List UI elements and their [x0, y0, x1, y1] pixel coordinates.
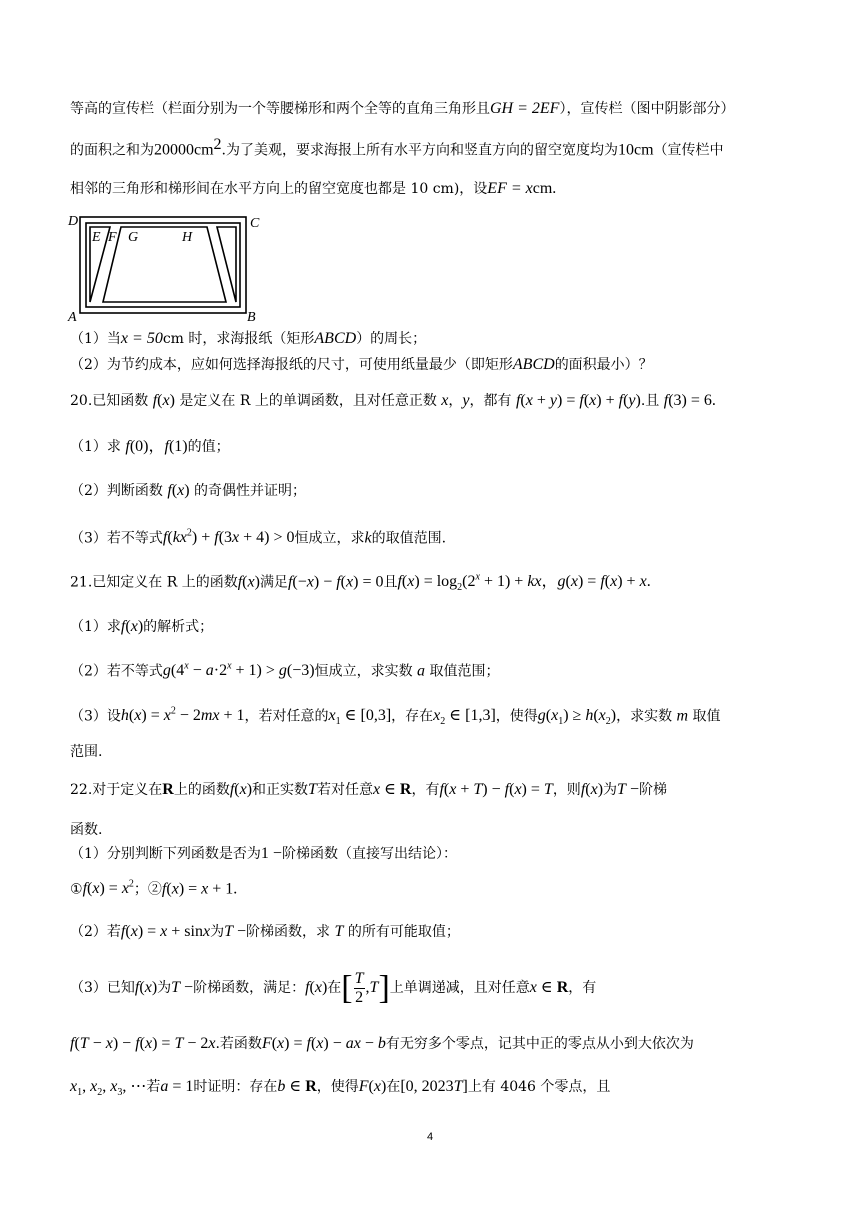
- p21-q1: （1）求f(x)的解析式；: [70, 618, 214, 635]
- p20-q2: （2）判断函数 f(x) 的奇偶性并证明；: [70, 482, 307, 499]
- label-h: H: [182, 230, 193, 245]
- math-gh-eq: GH = 2EF: [490, 100, 560, 117]
- p22-q1: （1）分别判断下列函数是否为1 −阶梯函数（直接写出结论）：: [70, 845, 457, 862]
- p21-q3: （3）设$h(x) = x^2 - 2mx + 1$，若对任意的$x_1$ ∈ [0,3]，存在$x_2$ ∈ [1,3]，使得$g(x_1) \ge h(x_2)$，求实数 m 取值: [70, 706, 721, 728]
- math-10cm: 10cm: [618, 141, 654, 159]
- p20-stem: 20.已知函数 f(x) 是定义在 R 上的单调函数，且对任意正数 x，y，都有 f(x + y) = f(x) + f(y).且 f(3) = 6.: [70, 392, 716, 409]
- label-b: B: [247, 310, 256, 325]
- page-number: 4: [426, 1131, 434, 1143]
- p19-line-3: 相邻的三角形和梯形间在水平方向上的留空宽度也都是 10 cm)，设EF = xcm.: [70, 180, 557, 197]
- rect-abcd: [80, 217, 246, 313]
- p19-line-2: 的面积之和为$20000cm^2$.为了美观，要求海报上所有水平方向和竖直方向的留空宽度均为10cm（宣传栏中: [70, 136, 724, 159]
- trapezoid: [103, 227, 226, 302]
- math-area: 20000cm: [154, 141, 214, 159]
- p22-q3-line2: f(T − x) − f(x) = T − 2x.若函数F(x) = f(x) − ax − b有无穷多个零点，记其中正的零点从小到大依次为: [70, 1035, 694, 1052]
- p19-line-1: 等高的宣传栏（栏面分别为一个等腰梯形和两个全等的直角三角形且GH = 2EF），宣传栏（图中阴影部分）: [70, 100, 735, 117]
- p22-q2: （2）若f(x) = x + sinx为T −阶梯函数，求 T 的所有可能取值；: [70, 923, 460, 940]
- label-g: G: [128, 230, 139, 245]
- p21-q3-cont: 范围.: [70, 744, 103, 760]
- label-c: C: [250, 216, 260, 231]
- label-f: F: [108, 230, 117, 245]
- p19-q1: （1）当x = 50cm 时，求海报纸（矩形ABCD）的周长；: [70, 330, 427, 347]
- triangle-right: [217, 227, 236, 302]
- p20-q3: （3）若不等式$f(kx^2) + f(3x + 4) > 0$恒成立，求k的取值范围.: [70, 528, 447, 547]
- label-e: E: [92, 230, 101, 245]
- p19-q2: （2）为节约成本，应如何选择海报纸的尺寸，可使用纸量最少（即矩形ABCD的面积最小）？: [70, 356, 653, 373]
- label-d: D: [68, 214, 79, 229]
- math-ef-eq: EF = x: [487, 180, 533, 197]
- p21-stem: 21.已知定义在 R 上的函数f(x)满足f(−x) − f(x) = 0且$f(x) = \log_2(2^x + 1)$ + kx，g(x) = f(x) + x.: [70, 572, 651, 594]
- p22-q1-items: ①f(x) = $x^2$；②f(x) = x + 1.: [70, 879, 238, 898]
- p20-q1: （1）求 f(0)，f(1)的值；: [70, 438, 230, 455]
- poster-figure: [66, 210, 266, 325]
- p21-q2: （2）若不等式$g(4^x - a\cdot 2^x + 1) > g(-3)$恒成立，求实数 a 取值范围；: [70, 661, 500, 680]
- p22-stem: 22.对于定义在R上的函数f(x)和正实数T若对任意x ∈ R，有f(x + T) − f(x) = T，则f(x)为T −阶梯: [70, 781, 667, 798]
- label-a: A: [68, 310, 77, 325]
- p22-q3-line3: $x_1$, $x_2$, $x_3$, ⋯若a = 1时证明：存在b ∈ R，使得F(x)在[0, 2023T]上有 4046 个零点，且: [70, 1078, 611, 1099]
- p22-stem-cont: 函数.: [70, 822, 103, 838]
- p22-q3: （3）已知f(x)为T −阶梯函数，满足：f(x)在[ $\frac{T}{2}$ ,T]上单调递减，且对任意x ∈ R，有: [70, 969, 597, 1007]
